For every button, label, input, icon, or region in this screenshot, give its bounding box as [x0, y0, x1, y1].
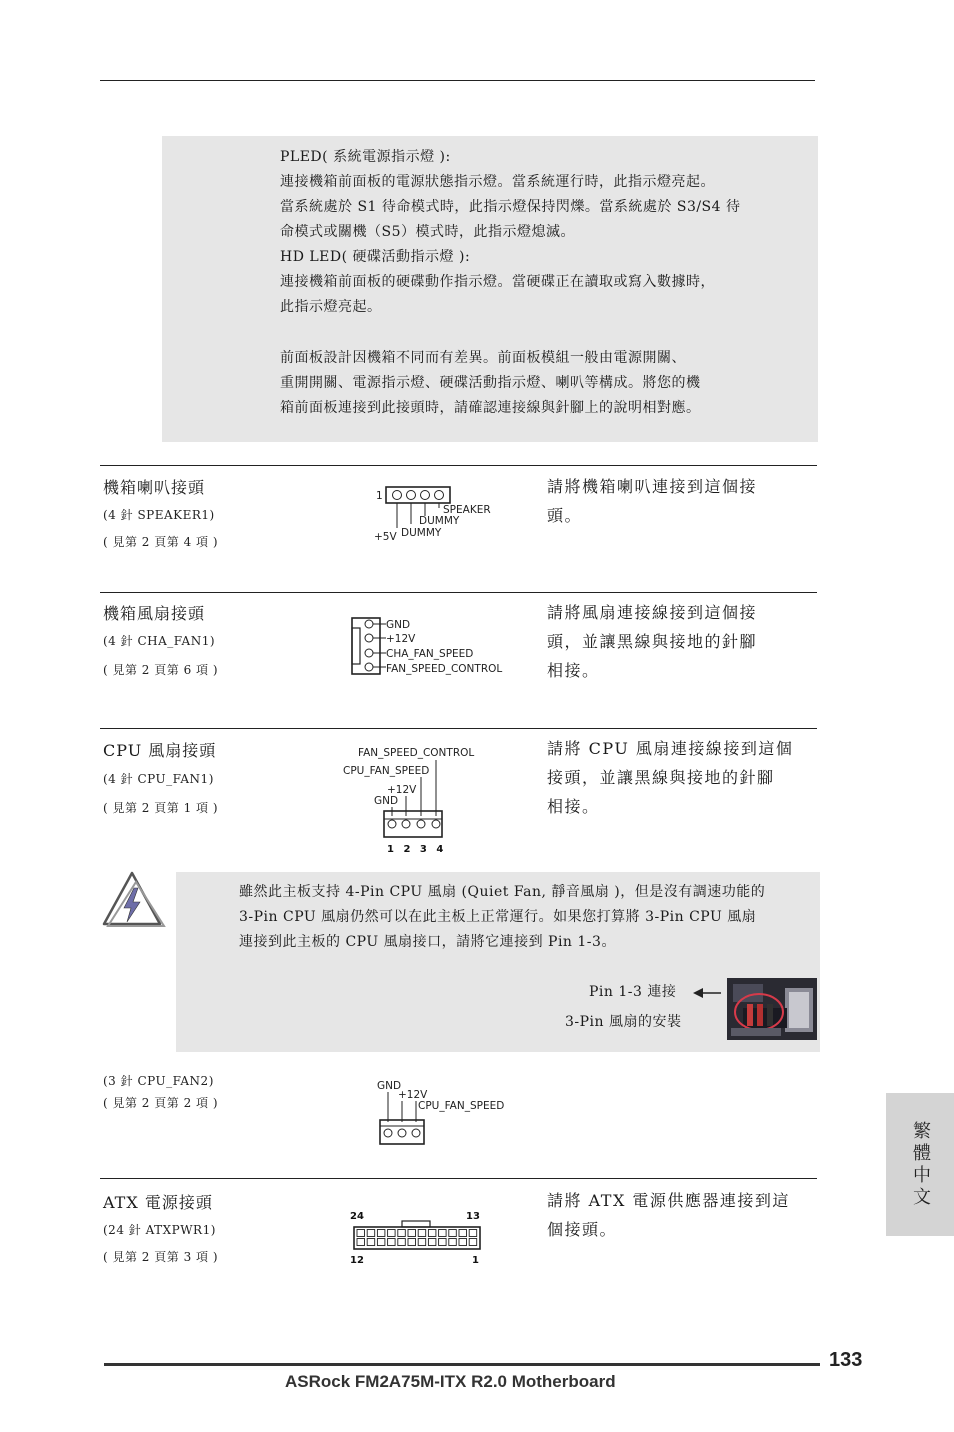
cpu-fan2-pins: (3 針 CPU_FAN2)	[103, 1074, 214, 1088]
atx-desc	[547, 1186, 790, 1244]
cpu-fan-speed-label: CPU_FAN_SPEED	[343, 765, 430, 777]
cpu-fan-speed-label: CPU_FAN_SPEED	[418, 1100, 505, 1112]
atx-pin	[357, 1239, 365, 1246]
cpu-fan2-connector-body	[380, 1120, 424, 1144]
atx-pin12-label: 12	[350, 1255, 364, 1266]
cha-fan-speed-label: CHA_FAN_SPEED	[386, 648, 474, 660]
hdled-line: 連接機箱前面板的硬碟動作指示燈。當硬碟正在讀取或寫入數據時，	[280, 274, 715, 290]
speaker-pin	[435, 491, 444, 500]
cha-fan-pin	[365, 620, 373, 628]
atx-pins: (24 針 ATXPWR1)	[103, 1223, 216, 1237]
atx-desc-line: 個接頭。	[547, 1220, 618, 1239]
cpu-fan-pin	[432, 820, 440, 828]
atx-pin	[398, 1239, 406, 1246]
cpu-fan-desc	[547, 734, 793, 821]
hdled-line: 此指示燈亮起。	[280, 299, 382, 315]
arrow-left-icon	[693, 987, 723, 999]
chassis-fan-desc-line: 頭，並讓黑線與接地的針腳	[547, 632, 758, 651]
pin-numbers: 1 2 3 4	[387, 844, 447, 855]
cpu-fan-title: CPU 風扇接頭	[103, 741, 217, 760]
photo-caption-1: Pin 1-3 連接	[589, 984, 677, 1000]
language-tab	[886, 1093, 954, 1236]
atx-pin	[469, 1230, 477, 1237]
speaker-pins: (4 針 SPEAKER1)	[103, 508, 215, 522]
cpu-fan-header-diagram	[340, 744, 490, 856]
speaker-header-diagram	[370, 484, 510, 544]
cpu-fan2-pin	[412, 1129, 420, 1137]
atx-pin	[449, 1230, 457, 1237]
plus12v-label: +12V	[386, 633, 416, 645]
gnd-label: GND	[386, 619, 411, 631]
cpu-fan-desc-line: 請將 CPU 風扇連接線接到這個	[547, 739, 794, 758]
cpu-fan-pins: (4 針 CPU_FAN1)	[103, 772, 214, 786]
speaker-label: SPEAKER	[443, 504, 491, 516]
atx-pin	[418, 1230, 426, 1237]
gnd-label: GND	[374, 795, 399, 807]
speaker-ref: ( 見第 2 頁第 4 項 )	[103, 535, 219, 549]
note-line: 重開開關、電源指示燈、硬碟活動指示燈、喇叭等構成。將您的機	[280, 375, 701, 391]
pin1-label: 1	[376, 490, 383, 502]
atx-pin	[439, 1230, 447, 1237]
atx-pin	[377, 1239, 385, 1246]
speaker-pin	[393, 491, 402, 500]
plus12v-label: +12V	[398, 1089, 428, 1101]
cpu-fan-connector-body	[384, 811, 442, 837]
chassis-fan-header-diagram	[350, 616, 520, 678]
chassis-fan-pins: (4 針 CHA_FAN1)	[103, 634, 216, 648]
cpu-fan-pin	[417, 820, 425, 828]
warning-text	[239, 880, 819, 955]
atx-pin	[459, 1230, 467, 1237]
atx-pin	[398, 1230, 406, 1237]
atx-desc-line: 請將 ATX 電源供應器連接到這	[547, 1191, 790, 1210]
atx-pin	[367, 1239, 375, 1246]
atx-pin	[408, 1239, 416, 1246]
atx-pin	[439, 1239, 447, 1246]
pled-line: 連接機箱前面板的電源狀態指示燈。當系統運行時，此指示燈亮起。	[280, 174, 715, 190]
atx-pin1-label: 1	[472, 1255, 479, 1266]
atx-pin24-label: 24	[350, 1211, 364, 1222]
atx-pin	[367, 1230, 375, 1237]
warning-line: 雖然此主板支持 4-Pin CPU 風扇 (Quiet Fan, 靜音風扇 )，但是沒有調速功能的	[239, 884, 766, 900]
warning-icon	[100, 870, 162, 928]
plus12v-label: +12V	[387, 784, 417, 796]
cha-fan-pin	[365, 634, 373, 642]
panel-led-text	[280, 145, 810, 320]
section-rule-cpu-fan	[100, 728, 817, 729]
atx-pin	[357, 1230, 365, 1237]
atx-pin	[408, 1230, 416, 1237]
gnd-label: GND	[377, 1080, 402, 1092]
atx-pin	[418, 1239, 426, 1246]
footer-rule	[104, 1363, 820, 1366]
chassis-fan-desc	[547, 598, 757, 685]
atx-ref: ( 見第 2 頁第 3 項 )	[103, 1250, 219, 1264]
note-line: 前面板設計因機箱不同而有差異。前面板模組一般由電源開關、	[280, 350, 686, 366]
speaker-pin	[421, 491, 430, 500]
dummy-label: DUMMY	[419, 515, 460, 527]
atx-pin	[388, 1230, 396, 1237]
speaker-desc-line: 頭。	[547, 506, 583, 525]
cpu-fan-ref: ( 見第 2 頁第 1 項 )	[103, 801, 219, 815]
chassis-fan-title: 機箱風扇接頭	[103, 604, 206, 623]
atx-title: ATX 電源接頭	[103, 1193, 213, 1212]
dummy-label: DUMMY	[401, 527, 442, 539]
speaker-title: 機箱喇叭接頭	[103, 478, 206, 497]
cha-fan-pin	[365, 649, 373, 657]
panel-note-text	[280, 346, 810, 421]
cpu-fan2-pin	[398, 1129, 406, 1137]
atx-pin	[428, 1230, 436, 1237]
warning-line: 連接到此主板的 CPU 風扇接口，請將它連接到 Pin 1-3。	[239, 934, 616, 950]
footer-title: ASRock FM2A75M-ITX R2.0 Motherboard	[285, 1372, 616, 1391]
atx-pin	[459, 1239, 467, 1246]
section-rule-atx	[100, 1178, 817, 1179]
atx-pin	[469, 1239, 477, 1246]
cpu-fan2-pin	[384, 1129, 392, 1137]
fan-install-photo	[727, 978, 817, 1040]
speaker-connector-body	[386, 487, 450, 503]
speaker-desc-line: 請將機箱喇叭連接到這個接	[547, 477, 758, 496]
warning-line: 3-Pin CPU 風扇仍然可以在此主板上正常運行。如果您打算將 3-Pin CPU 風扇	[239, 909, 757, 925]
cpu-fan-desc-line: 相接。	[547, 797, 600, 816]
cpu-fan-pin	[402, 820, 410, 828]
note-line: 箱前面板連接到此接頭時，請確認連接線與針腳上的說明相對應。	[280, 400, 701, 416]
pled-heading: PLED( 系統電源指示燈 ):	[280, 149, 451, 165]
atx-pin	[428, 1239, 436, 1246]
section-rule-speaker	[100, 465, 817, 466]
atx-connector-diagram	[346, 1206, 486, 1268]
atx-pin	[388, 1239, 396, 1246]
pled-line: 命模式或關機（S5）模式時，此指示燈熄滅。	[280, 224, 575, 240]
chassis-fan-ref: ( 見第 2 頁第 6 項 )	[103, 663, 219, 677]
cpu-fan-desc-line: 接頭，並讓黑線與接地的針腳	[547, 768, 775, 787]
cpu-fan2-ref: ( 見第 2 頁第 2 項 )	[103, 1096, 219, 1110]
fan-speed-control-label: FAN_SPEED_CONTROL	[386, 663, 503, 675]
speaker-pin	[407, 491, 416, 500]
section-rule-chassis-fan	[100, 592, 817, 593]
chassis-fan-desc-line: 請將風扇連接線接到這個接	[547, 603, 758, 622]
language-tab-label: 繁體中文	[910, 1120, 931, 1209]
atx-pin	[377, 1230, 385, 1237]
cpu-fan-pin	[388, 820, 396, 828]
speaker-desc	[547, 472, 757, 530]
plus5v-label: +5V	[374, 531, 397, 543]
pled-line: 當系統處於 S1 待命模式時，此指示燈保持閃爍。當系統處於 S3/S4 待	[280, 199, 741, 215]
hdled-heading: HD LED( 硬碟活動指示燈 ):	[280, 249, 471, 265]
fan-speed-control-label: FAN_SPEED_CONTROL	[358, 747, 475, 759]
cha-fan-pin	[365, 663, 373, 671]
atx-pin	[449, 1239, 457, 1246]
atx-pin-grid	[357, 1230, 477, 1246]
page-number: 133	[829, 1349, 863, 1371]
photo-caption-2: 3-Pin 風扇的安裝	[565, 1014, 682, 1030]
chassis-fan-desc-line: 相接。	[547, 661, 600, 680]
top-rule	[100, 80, 815, 81]
atx-pin13-label: 13	[466, 1211, 480, 1222]
cpu-fan2-header-diagram	[375, 1078, 515, 1148]
